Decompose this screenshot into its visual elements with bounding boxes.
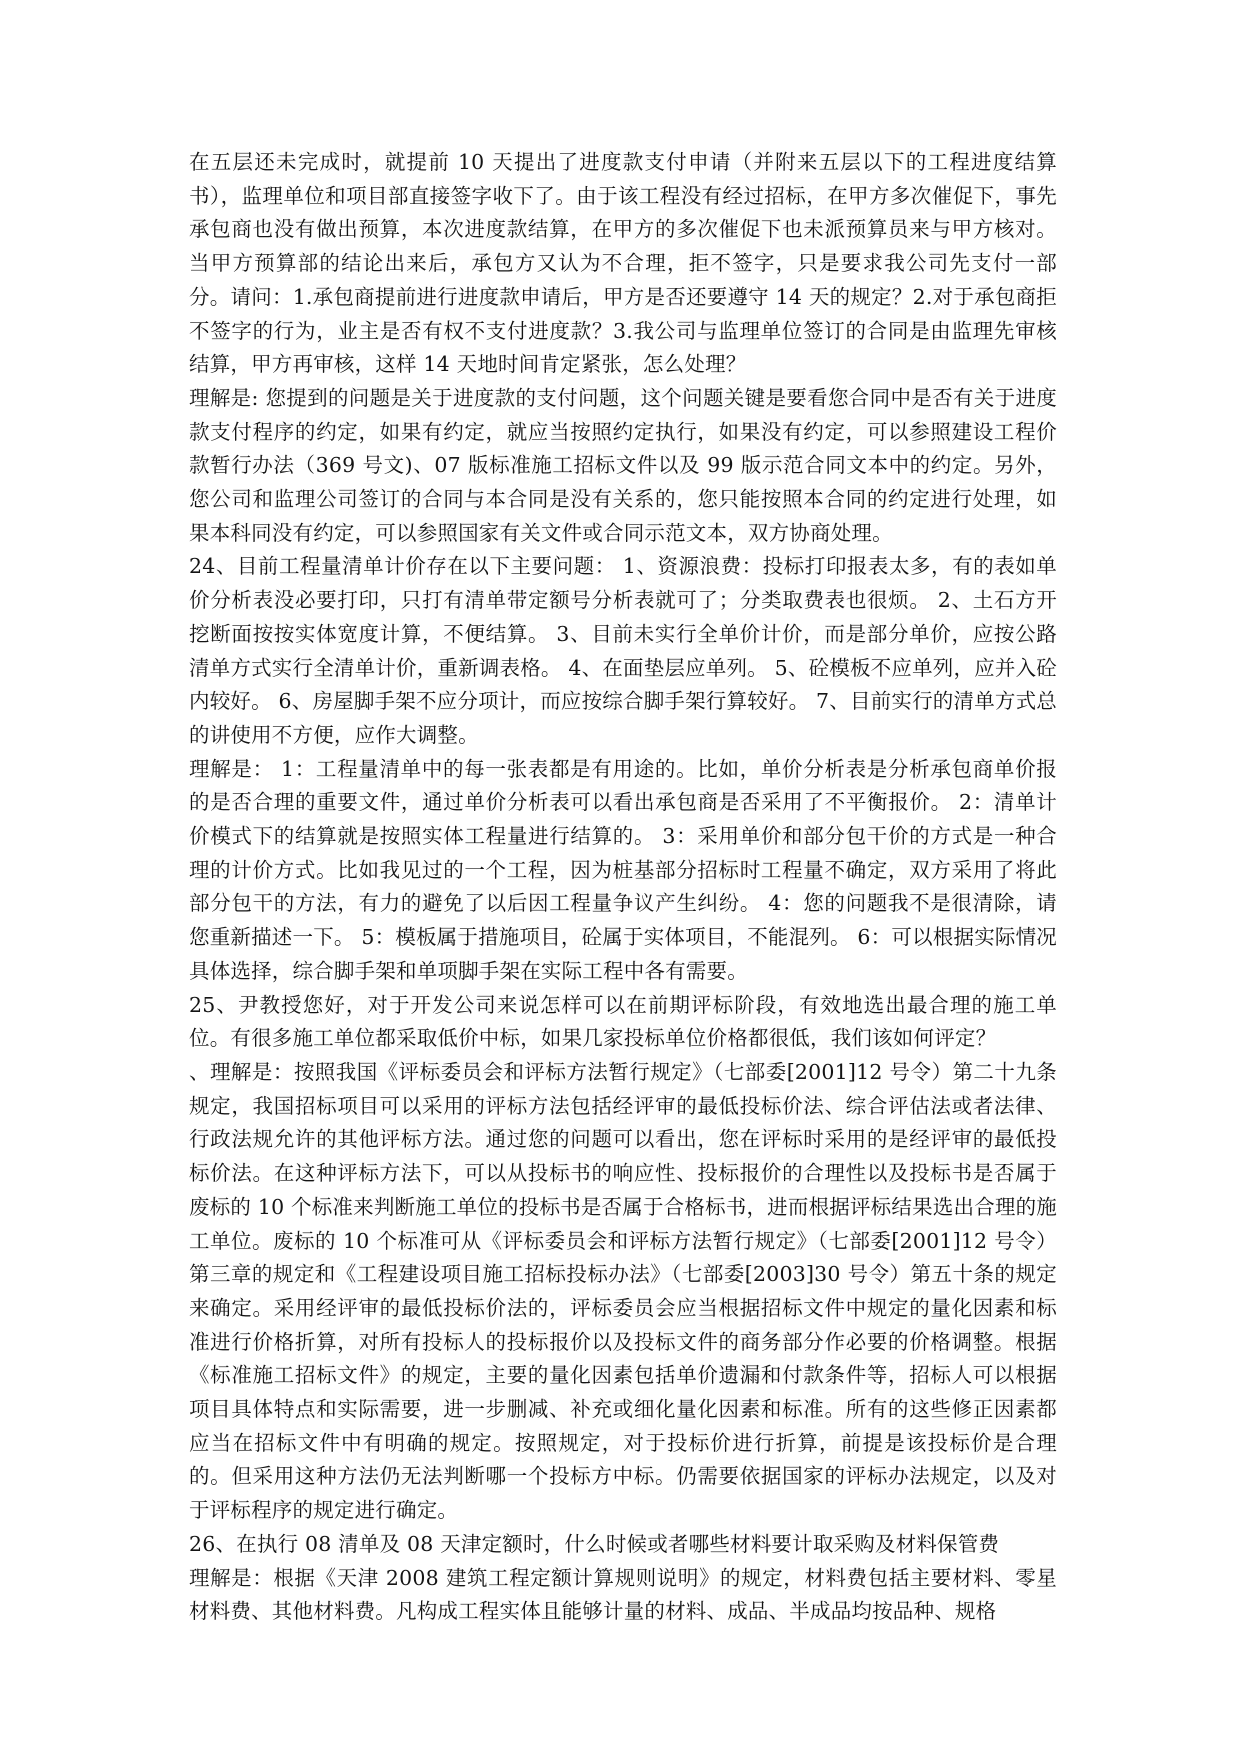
paragraph-answer-26: 理解是：根据《天津 2008 建筑工程定额计算规则说明》的规定，材料费包括主要材料、零星材料费、其他材料费。凡构成工程实体且能够计量的材料、成品、半成品均按品种、规格 (189, 1565, 1057, 1624)
paragraph-answer-25: 、理解是：按照我国《评标委员会和评标方法暂行规定》（七部委[2001]12 号令）第二十九条规定，我国招标项目可以采用的评标方法包括经评审的最低投标价法、综合评估法或者法律、行政法规允许的其他评标方法。通过您的问题可以看出，您在评标时采用的是经评审的最低投标价法。在这种评标方法下，可以从投标书的响应性、投标报价的合理性以及投标书是否属于废标的 10 个标准来判断施工单位的投标书是否属于合格标书，进而根据评标结果选出合理的施工单位。废标的 10 个标准可从《评标委员会和评标方法暂行规定》（七部委[2001]12 号令）第三章的规定和《工程建设项目施工招标投标办法》（七部委[2003]30 号令）第五十条的规定来确定。采用经评审的最低投标价法的，评标委员会应当根据招标文件中规定的量化因素和标准进行价格折算，对所有投标人的投标报价以及投标文件的商务部分作必要的价格调整。根据《标准施工招标文件》的规定，主要的量化因素包括单价遗漏和付款条件等，招标人可以根据项目具体特点和实际需要，进一步删减、补充或细化量化因素和标准。所有的这些修正因素都应当在招标文件中有明确的规定。按照规定，对于投标价进行折算，前提是该投标价是合理的。但采用这种方法仍无法判断哪一个投标方中标。仍需要依据国家的评标办法规定，以及对于评标程序的规定进行确定。 (189, 1059, 1057, 1523)
paragraph-question-24: 24、目前工程量清单计价存在以下主要问题： 1、资源浪费：投标打印报表太多，有的表如单价分析表没必要打印，只打有清单带定额号分析表就可了；分类取费表也很烦。 2、土石方开挖断面按按实体宽度计算，不便结算。 3、目前未实行全单价计价，而是部分单价，应按公路清单方式实行全清单计价，重新调表格。 4、在面垫层应单列。 5、砼模板不应单列，应并入砼内较好。 6、房屋脚手架不应分项计，而应按综合脚手架行算较好。 7、目前实行的清单方式总的讲使用不方便，应作大调整。 (189, 554, 1057, 747)
paragraph-progress-payment-answer: 理解是: 您提到的问题是关于进度款的支付问题，这个问题关键是要看您合同中是否有关于进度款支付程序的约定，如果有约定，就应当按照约定执行，如果没有约定，可以参照建设工程价款暂行办法（369 号文)、07 版标准施工招标文件以及 99 版示范合同文本中的约定。另外，您公司和监理公司签订的合同与本合同是没有关系的，您只能按照本合同的约定进行处理，如果本科同没有约定，可以参照国家有关文件或合同示范文本，双方协商处理。 (189, 385, 1057, 545)
paragraph-progress-payment-question: 在五层还未完成时，就提前 10 天提出了进度款支付申请（并附来五层以下的工程进度结算书），监理单位和项目部直接签字收下了。由于该工程没有经过招标，在甲方多次催促下，事先承包商也没有做出预算，本次进度款结算，在甲方的多次催促下也未派预算员来与甲方核对。当甲方预算部的结论出来后，承包方又认为不合理，拒不签字，只是要求我公司先支付一部分。请问：1.承包商提前进行进度款申请后，甲方是否还要遵守 14 天的规定？2.对于承包商拒不签字的行为，业主是否有权不支付进度款？3.我公司与监理单位签订的合同是由监理先审核结算，甲方再审核，这样 14 天地时间肯定紧张，怎么处理？ (189, 150, 1057, 377)
document-page (189, 146, 1057, 1629)
paragraph-answer-24: 理解是： 1：工程量清单中的每一张表都是有用途的。比如，单价分析表是分析承包商单价报的是否合理的重要文件，通过单价分析表可以看出承包商是否采用了不平衡报价。 2：清单计价模式下的结算就是按照实体工程量进行结算的。 3：采用单价和部分包干价的方式是一种合理的计价方式。比如我见过的一个工程，因为桩基部分招标时工程量不确定，双方采用了将此部分包干的方法，有力的避免了以后因工程量争议产生纠纷。 4：您的问题我不是很清除，请您重新描述一下。 5：模板属于措施项目，砼属于实体项目，不能混列。 6：可以根据实际情况具体选择，综合脚手架和单项脚手架在实际工程中各有需要。 (189, 756, 1057, 983)
paragraph-question-26: 26、在执行 08 清单及 08 天津定额时，什么时候或者哪些材料要计取采购及材料保管费 (189, 1531, 1000, 1556)
paragraph-question-25: 25、尹教授您好，对于开发公司来说怎样可以在前期评标阶段，有效地选出最合理的施工单位。有很多施工单位都采取低价中标，如果几家投标单位价格都很低，我们该如何评定？ (189, 992, 1057, 1051)
